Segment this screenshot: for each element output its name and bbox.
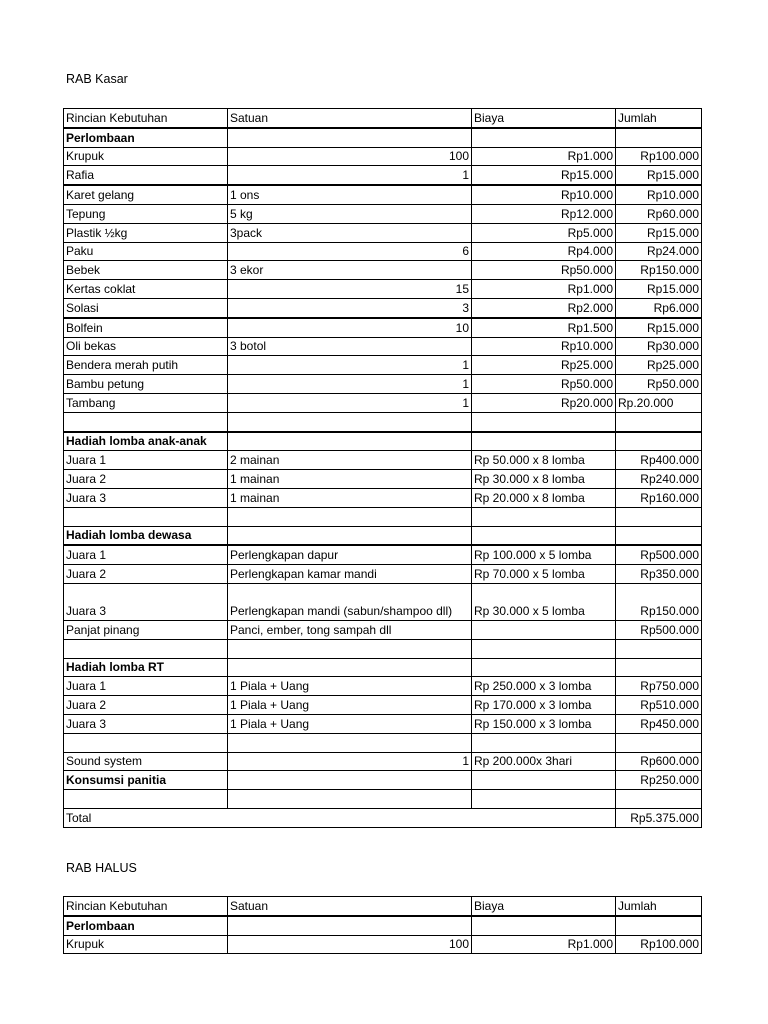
item-name: Krupuk xyxy=(64,147,228,166)
item-name: Oli bekas xyxy=(64,337,228,356)
table-row xyxy=(64,185,702,204)
item-cost: Rp4.000 xyxy=(472,242,616,261)
item-cost: Rp5.000 xyxy=(472,223,616,242)
item-name xyxy=(64,507,228,526)
item-unit xyxy=(228,771,472,790)
item-name: Juara 1 xyxy=(64,451,228,470)
item-amount: Rp24.000 xyxy=(616,242,702,261)
section-header-row xyxy=(64,658,702,677)
item-cost xyxy=(472,526,616,545)
item-unit: 1 xyxy=(228,356,472,375)
total-row xyxy=(64,808,702,827)
item-name: Juara 1 xyxy=(64,677,228,696)
item-amount: Rp10.000 xyxy=(616,185,702,204)
table-row xyxy=(64,752,702,771)
item-unit: 100 xyxy=(228,935,472,954)
table-row xyxy=(64,261,702,280)
item-unit xyxy=(228,733,472,752)
item-unit: 2 mainan xyxy=(228,451,472,470)
item-name: Juara 1 xyxy=(64,545,228,564)
item-amount: Rp15.000 xyxy=(616,223,702,242)
item-amount: Rp.20.000 xyxy=(616,393,702,412)
table-row xyxy=(64,488,702,507)
item-cost: Rp15.000 xyxy=(472,166,616,185)
item-cost xyxy=(472,128,616,147)
table-row xyxy=(64,935,702,954)
item-name xyxy=(64,790,228,809)
item-amount: Rp240.000 xyxy=(616,470,702,489)
rab-kasar-title: RAB Kasar xyxy=(66,72,128,86)
item-unit: 1 xyxy=(228,375,472,394)
item-name: Hadiah lomba anak-anak xyxy=(64,432,228,451)
item-cost: Rp1.000 xyxy=(472,280,616,299)
table-row xyxy=(64,733,702,752)
table-row xyxy=(64,790,702,809)
rab-halus-body xyxy=(64,916,702,954)
item-cost: Rp10.000 xyxy=(472,337,616,356)
table-row xyxy=(64,583,702,620)
table-row xyxy=(64,771,702,790)
table-row xyxy=(64,412,702,431)
item-unit: 1 mainan xyxy=(228,470,472,489)
item-name: Tepung xyxy=(64,204,228,223)
table-row xyxy=(64,242,702,261)
item-unit: 15 xyxy=(228,280,472,299)
header-biaya: Biaya xyxy=(472,109,616,128)
item-name: Juara 3 xyxy=(64,583,228,620)
item-amount xyxy=(616,658,702,677)
item-cost: Rp 20.000 x 8 lomba xyxy=(472,488,616,507)
item-name: Hadiah lomba dewasa xyxy=(64,526,228,545)
rab-halus-title: RAB HALUS xyxy=(66,861,137,875)
item-name: Hadiah lomba RT xyxy=(64,658,228,677)
item-cost: Rp50.000 xyxy=(472,261,616,280)
item-name: Bolfein xyxy=(64,318,228,337)
item-amount: Rp15.000 xyxy=(616,280,702,299)
table-row xyxy=(64,298,702,317)
item-cost: Rp 50.000 x 8 lomba xyxy=(472,451,616,470)
table-row xyxy=(64,507,702,526)
item-cost xyxy=(472,658,616,677)
header-rincian: Rincian Kebutuhan xyxy=(64,109,228,128)
item-amount: Rp510.000 xyxy=(616,696,702,715)
item-cost: Rp 30.000 x 8 lomba xyxy=(472,470,616,489)
header-satuan: Satuan xyxy=(228,897,472,916)
item-name: Krupuk xyxy=(64,935,228,954)
item-unit: 5 kg xyxy=(228,204,472,223)
item-cost: Rp1.000 xyxy=(472,147,616,166)
item-name: Juara 2 xyxy=(64,696,228,715)
table-row xyxy=(64,166,702,185)
section-header-row xyxy=(64,432,702,451)
item-amount: Rp750.000 xyxy=(616,677,702,696)
table-row xyxy=(64,620,702,639)
item-name: Juara 3 xyxy=(64,714,228,733)
item-amount xyxy=(616,733,702,752)
item-cost: Rp10.000 xyxy=(472,185,616,204)
item-name: Sound system xyxy=(64,752,228,771)
item-amount: Rp25.000 xyxy=(616,356,702,375)
table-row xyxy=(64,147,702,166)
item-unit: Panci, ember, tong sampah dll xyxy=(228,620,472,639)
item-cost xyxy=(472,507,616,526)
item-unit: 3 botol xyxy=(228,337,472,356)
section-header-row xyxy=(64,916,702,935)
item-cost xyxy=(472,733,616,752)
table-row xyxy=(64,356,702,375)
table-row xyxy=(64,280,702,299)
item-cost: Rp 170.000 x 3 lomba xyxy=(472,696,616,715)
table-row xyxy=(64,696,702,715)
item-unit: 1 mainan xyxy=(228,488,472,507)
item-amount xyxy=(616,412,702,431)
item-amount: Rp150.000 xyxy=(616,583,702,620)
header-rincian: Rincian Kebutuhan xyxy=(64,897,228,916)
item-unit: 1 Piala + Uang xyxy=(228,677,472,696)
item-name: Rafia xyxy=(64,166,228,185)
item-amount: Rp15.000 xyxy=(616,166,702,185)
item-amount: Rp100.000 xyxy=(616,935,702,954)
item-unit: 6 xyxy=(228,242,472,261)
item-cost xyxy=(472,790,616,809)
item-unit: Perlengkapan mandi (sabun/shampoo dll) xyxy=(228,583,472,620)
item-amount: Rp500.000 xyxy=(616,545,702,564)
item-name: Karet gelang xyxy=(64,185,228,204)
item-name: Juara 2 xyxy=(64,470,228,489)
item-name: Kertas coklat xyxy=(64,280,228,299)
item-amount: Rp350.000 xyxy=(616,565,702,584)
table-row xyxy=(64,393,702,412)
header-biaya: Biaya xyxy=(472,897,616,916)
item-unit xyxy=(228,526,472,545)
item-unit xyxy=(228,507,472,526)
item-name: Plastik ½kg xyxy=(64,223,228,242)
item-amount: Rp600.000 xyxy=(616,752,702,771)
item-cost: Rp12.000 xyxy=(472,204,616,223)
item-amount: Rp50.000 xyxy=(616,375,702,394)
item-cost: Rp50.000 xyxy=(472,375,616,394)
table-row xyxy=(64,677,702,696)
item-amount: Rp450.000 xyxy=(616,714,702,733)
item-cost: Rp 150.000 x 3 lomba xyxy=(472,714,616,733)
item-unit: Perlengkapan kamar mandi xyxy=(228,565,472,584)
item-amount xyxy=(616,639,702,658)
item-name: Paku xyxy=(64,242,228,261)
item-amount xyxy=(616,790,702,809)
item-unit: 1 Piala + Uang xyxy=(228,714,472,733)
item-cost: Rp 200.000x 3hari xyxy=(472,752,616,771)
table-row xyxy=(64,337,702,356)
item-amount: Rp150.000 xyxy=(616,261,702,280)
table-row xyxy=(64,545,702,564)
item-amount xyxy=(616,916,702,935)
section-header-row xyxy=(64,526,702,545)
item-cost xyxy=(472,432,616,451)
table-row xyxy=(64,318,702,337)
item-unit xyxy=(228,639,472,658)
table-row xyxy=(64,639,702,658)
item-amount: Rp60.000 xyxy=(616,204,702,223)
item-unit xyxy=(228,658,472,677)
table-row xyxy=(64,565,702,584)
item-name: Bebek xyxy=(64,261,228,280)
item-amount: Rp15.000 xyxy=(616,318,702,337)
item-cost: Rp 100.000 x 5 lomba xyxy=(472,545,616,564)
item-name: Bendera merah putih xyxy=(64,356,228,375)
item-name: Tambang xyxy=(64,393,228,412)
table-row xyxy=(64,451,702,470)
item-unit: 3 ekor xyxy=(228,261,472,280)
section-header-row xyxy=(64,128,702,147)
table-header-row xyxy=(64,109,702,128)
item-unit xyxy=(228,916,472,935)
item-unit xyxy=(228,790,472,809)
item-amount xyxy=(616,128,702,147)
header-jumlah: Jumlah xyxy=(616,109,702,128)
item-cost: Rp20.000 xyxy=(472,393,616,412)
total-value: Rp5.375.000 xyxy=(616,808,702,827)
item-cost: Rp25.000 xyxy=(472,356,616,375)
item-name: Konsumsi panitia xyxy=(64,771,228,790)
item-amount: Rp100.000 xyxy=(616,147,702,166)
item-cost: Rp 250.000 x 3 lomba xyxy=(472,677,616,696)
item-unit: 1 xyxy=(228,752,472,771)
item-amount: Rp500.000 xyxy=(616,620,702,639)
table-row xyxy=(64,223,702,242)
item-unit xyxy=(228,432,472,451)
rab-kasar-table xyxy=(63,108,702,828)
item-name: Solasi xyxy=(64,298,228,317)
item-amount xyxy=(616,432,702,451)
item-unit: 10 xyxy=(228,318,472,337)
item-cost xyxy=(472,771,616,790)
item-unit: 100 xyxy=(228,147,472,166)
table-row xyxy=(64,470,702,489)
item-cost xyxy=(472,620,616,639)
item-name: Juara 3 xyxy=(64,488,228,507)
item-unit: 1 Piala + Uang xyxy=(228,696,472,715)
item-unit: 1 xyxy=(228,393,472,412)
header-jumlah: Jumlah xyxy=(616,897,702,916)
item-name: Perlombaan xyxy=(64,916,228,935)
table-row xyxy=(64,714,702,733)
item-name xyxy=(64,639,228,658)
item-name xyxy=(64,412,228,431)
rab-halus-table xyxy=(63,896,702,954)
item-name xyxy=(64,733,228,752)
item-amount: Rp6.000 xyxy=(616,298,702,317)
total-label: Total xyxy=(64,808,616,827)
table-row xyxy=(64,204,702,223)
item-amount xyxy=(616,526,702,545)
rab-kasar-body xyxy=(64,128,702,809)
item-unit xyxy=(228,412,472,431)
table-header-row xyxy=(64,897,702,916)
item-name: Perlombaan xyxy=(64,128,228,147)
item-cost: Rp1.500 xyxy=(472,318,616,337)
item-amount: Rp30.000 xyxy=(616,337,702,356)
item-cost: Rp1.000 xyxy=(472,935,616,954)
item-cost: Rp 30.000 x 5 lomba xyxy=(472,583,616,620)
item-unit: 3pack xyxy=(228,223,472,242)
item-amount: Rp160.000 xyxy=(616,488,702,507)
item-unit: 1 xyxy=(228,166,472,185)
item-cost: Rp2.000 xyxy=(472,298,616,317)
table-row xyxy=(64,375,702,394)
item-amount: Rp250.000 xyxy=(616,771,702,790)
item-cost: Rp 70.000 x 5 lomba xyxy=(472,565,616,584)
item-name: Panjat pinang xyxy=(64,620,228,639)
item-unit: Perlengkapan dapur xyxy=(228,545,472,564)
item-cost xyxy=(472,639,616,658)
item-amount: Rp400.000 xyxy=(616,451,702,470)
item-cost xyxy=(472,412,616,431)
item-unit: 3 xyxy=(228,298,472,317)
item-unit: 1 ons xyxy=(228,185,472,204)
item-name: Bambu petung xyxy=(64,375,228,394)
item-name: Juara 2 xyxy=(64,565,228,584)
item-unit xyxy=(228,128,472,147)
item-amount xyxy=(616,507,702,526)
item-cost xyxy=(472,916,616,935)
header-satuan: Satuan xyxy=(228,109,472,128)
